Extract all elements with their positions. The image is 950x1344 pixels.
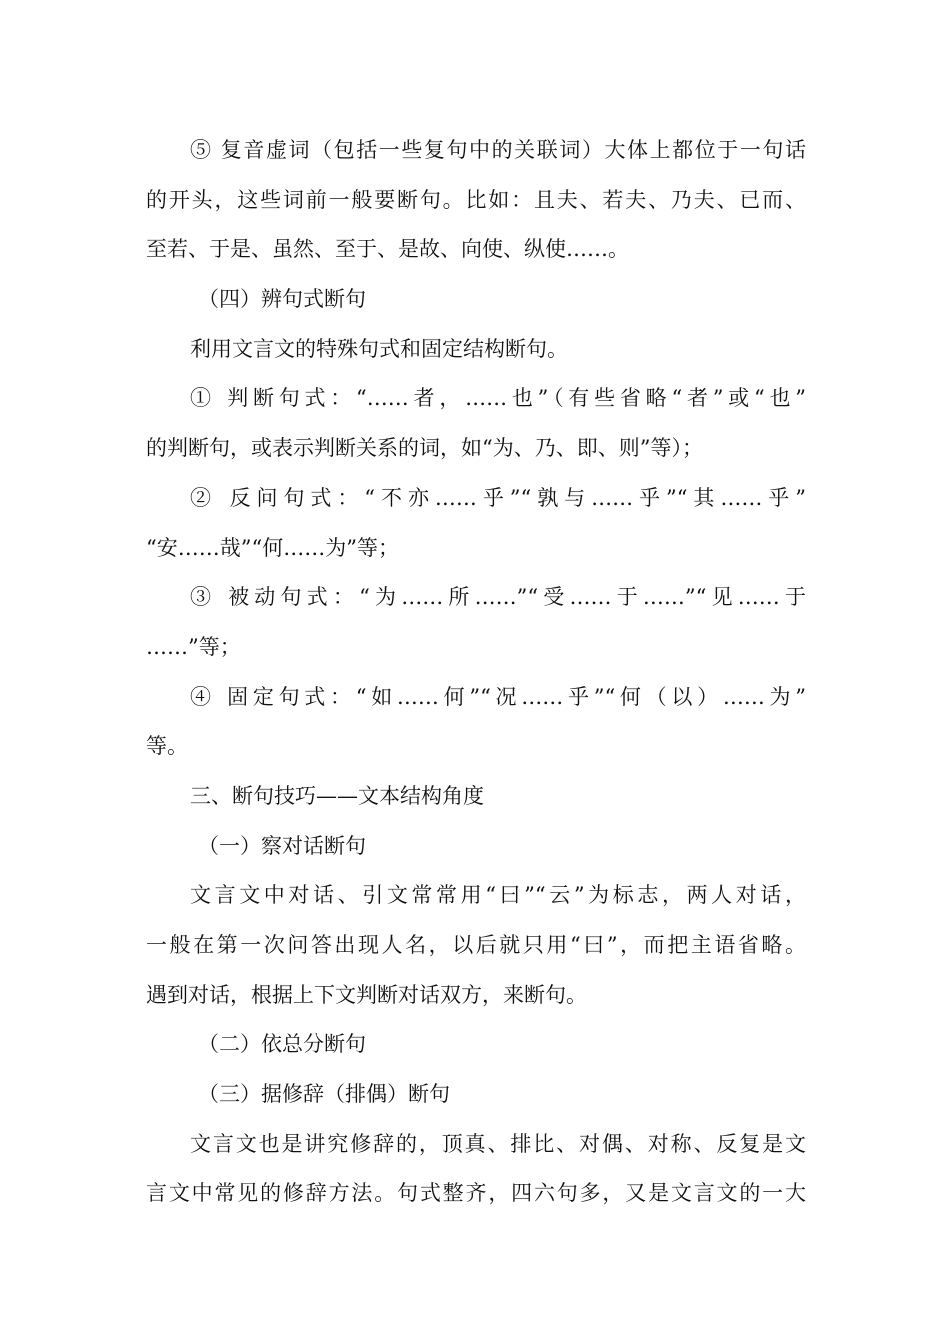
section-heading: （二）依总分断句	[198, 1032, 366, 1057]
paragraph-line: ⑤ 复音虚词（包括一些复句中的关联词）大体上都位于一句话	[190, 138, 806, 162]
paragraph-line: 利用文言文的特殊句式和固定结构断句。	[190, 336, 568, 361]
paragraph-line: 言文中常见的修辞方法。句式整齐，四六句多，又是文言文的一大	[146, 1181, 806, 1206]
document-page	[146, 126, 806, 1219]
section-heading: （一）察对话断句	[198, 833, 366, 858]
paragraph-line: 的开头，这些词前一般要断句。比如：且夫、若夫、乃夫、已而、	[146, 187, 806, 212]
paragraph-line: 等。	[146, 734, 188, 759]
paragraph-line: 遇到对话，根据上下文判断对话双方，来断句。	[146, 982, 587, 1007]
section-heading: 三、断句技巧——文本结构角度	[190, 783, 484, 808]
paragraph-line: ① 判断句式：“……者，……也”（有些省略“者”或“也”	[190, 386, 806, 411]
paragraph-line: ……”等；	[146, 634, 241, 659]
paragraph-line: “安……哉”“何……为”等；	[146, 535, 399, 560]
paragraph-line: ④ 固定句式：“如……何”“况……乎”“何（以）……为”	[190, 684, 806, 709]
paragraph-line: 文言文中对话、引文常常用“曰”“云”为标志，两人对话，	[190, 883, 806, 908]
paragraph-line: 文言文也是讲究修辞的，顶真、排比、对偶、对称、反复是文	[190, 1131, 806, 1156]
paragraph-line: 至若、于是、虽然、至于、是故、向使、纵使……。	[146, 237, 629, 262]
paragraph-line: ③ 被动句式：“为……所……”“受……于……”“见……于	[190, 585, 806, 610]
section-heading: （三）据修辞（排偶）断句	[198, 1082, 450, 1107]
paragraph-line: 一般在第一次问答出现人名，以后就只用“曰”，而把主语省略。	[146, 933, 806, 957]
paragraph-line: 的判断句，或表示判断关系的词，如“为、乃、即、则”等）；	[146, 436, 703, 461]
section-heading: （四）辨句式断句	[198, 287, 366, 312]
paragraph-line: ② 反问句式：“不亦……乎”“孰与……乎”“其……乎”	[190, 485, 806, 510]
